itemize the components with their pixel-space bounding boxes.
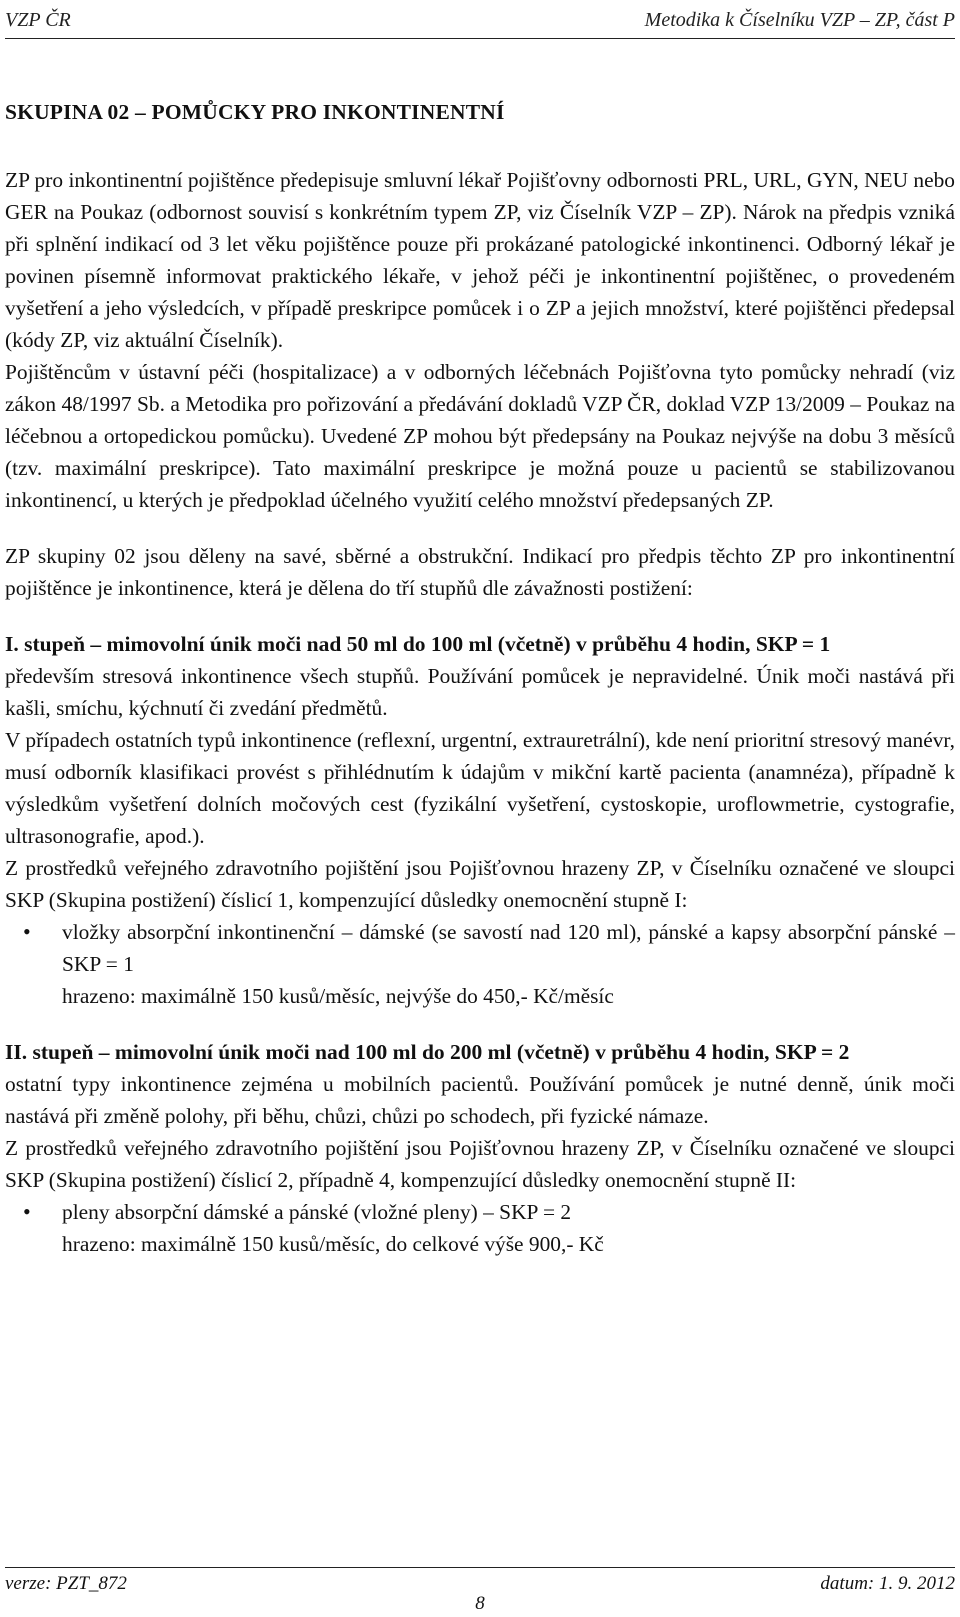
paragraph-classification: ZP skupiny 02 jsou děleny na savé, sběrné a obstrukční. Indikací pro předpis těchto ZP pro inkontinentní pojištěnce je inkontinence, která je dělena do tří stupňů dle závažnosti postižení: bbox=[5, 544, 955, 600]
page-footer bbox=[5, 1567, 955, 1593]
page-header bbox=[5, 2, 955, 39]
footer-version: verze: PZT_872 bbox=[5, 1573, 127, 1594]
stage2-bullet-limit: hrazeno: maximálně 150 kusů/měsíc, do celkové výše 900,- Kč bbox=[62, 1232, 604, 1256]
document-body bbox=[5, 96, 955, 1260]
stage1-other-types: V případech ostatních typů inkontinence (reflexní, urgentní, extrauretrální), kde není prioritní stresový manévr, musí odborník klasifikaci provést s přihlédnutím k údajům v mikční kartě pacienta (anamnéza), případně k výsledkům vyšetření dolních močových cest (fyzikální vyšetření, cystoskopie, uroflowmetrie, cystografie, ultrasonografie, apod.). bbox=[5, 728, 955, 848]
bullet-icon: • bbox=[23, 1199, 31, 1224]
header-right: Metodika k Číselníku VZP – ZP, část P bbox=[644, 8, 955, 31]
stage2-description: ostatní typy inkontinence zejména u mobilních pacientů. Používání pomůcek je nutné denně, únik moči nastává při změně polohy, při běhu, chůzi, chůzi po schodech, při fyzické námaze. bbox=[5, 1072, 955, 1128]
paragraph-prescription: ZP pro inkontinentní pojištěnce předepisuje smluvní lékař Pojišťovny odbornosti PRL, URL, GYN, NEU nebo GER na Poukaz (odbornost souvisí s konkrétním typem ZP, viz Číselník VZP – ZP). Nárok na předpis vzniká při splnění indikací od 3 let věku pojištěnce pouze při prokázané patologické inkontinenci. Odborný lékař je povinen písemně informovat praktického lékaře, v jehož péči je inkontinentní pojištěnec, o provedeném vyšetření a jeho výsledcích, v případě preskripce pomůcek i o ZP a jejich množství, které pojištěnci předepsal (kódy ZP, viz aktuální Číselník). bbox=[5, 168, 955, 352]
paragraph-hospital-care: Pojištěncům v ústavní péči (hospitalizace) a v odborných léčebnách Pojišťovna tyto pomůcky nehradí (viz zákon 48/1997 Sb. a Metodika pro pořizování a předávání dokladů VZP ČR, doklad VZP 13/2009 – Poukaz na léčebnou a ortopedickou pomůcku). Uvedené ZP mohou být předepsány na Poukaz nejvýše na dobu 3 měsíců (tzv. maximální preskripce). Tato maximální preskripce je možná pouze u pacientů se stabilizovanou inkontinencí, u kterých je předpoklad účelného využití celého množství předepsaných ZP. bbox=[5, 360, 955, 512]
stage1-title: I. stupeň – mimovolní únik moči nad 50 ml do 100 ml (včetně) v průběhu 4 hodin, SKP = 1 bbox=[5, 632, 831, 656]
header-left: VZP ČR bbox=[5, 8, 71, 31]
stage1-description: především stresová inkontinence všech stupňů. Používání pomůcek je nepravidelné. Únik moči nastává při kašli, smíchu, kýchnutí či zvedání předmětů. bbox=[5, 664, 955, 720]
bullet-icon: • bbox=[23, 919, 31, 944]
footer-date: datum: 1. 9. 2012 bbox=[820, 1573, 955, 1594]
section-heading: SKUPINA 02 – POMŮCKY PRO INKONTINENTNÍ bbox=[5, 100, 505, 124]
stage2-title: II. stupeň – mimovolní únik moči nad 100 ml do 200 ml (včetně) v průběhu 4 hodin, SKP = 2 bbox=[5, 1040, 850, 1064]
stage1-bullet-limit: hrazeno: maximálně 150 kusů/měsíc, nejvýše do 450,- Kč/měsíc bbox=[62, 984, 614, 1008]
stage1-bullet-text: vložky absorpční inkontinenční – dámské (se savostí nad 120 ml), pánské a kapsy absorpční pánské – SKP = 1 bbox=[62, 920, 955, 976]
stage2-bullet-text: pleny absorpční dámské a pánské (vložné pleny) – SKP = 2 bbox=[62, 1200, 572, 1224]
stage1-bullet-item bbox=[5, 916, 955, 1012]
page-number: 8 bbox=[475, 1593, 485, 1614]
stage2-bullet-item bbox=[5, 1196, 955, 1260]
stage2-coverage: Z prostředků veřejného zdravotního pojištění jsou Pojišťovnou hrazeny ZP, v Číselníku označené ve sloupci SKP (Skupina postižení) číslicí 2, případně 4, kompenzující důsledky onemocnění stupně II: bbox=[5, 1136, 955, 1192]
stage1-coverage: Z prostředků veřejného zdravotního pojištění jsou Pojišťovnou hrazeny ZP, v Číselníku označené ve sloupci SKP (Skupina postižení) číslicí 1, kompenzující důsledky onemocnění stupně I: bbox=[5, 856, 955, 912]
